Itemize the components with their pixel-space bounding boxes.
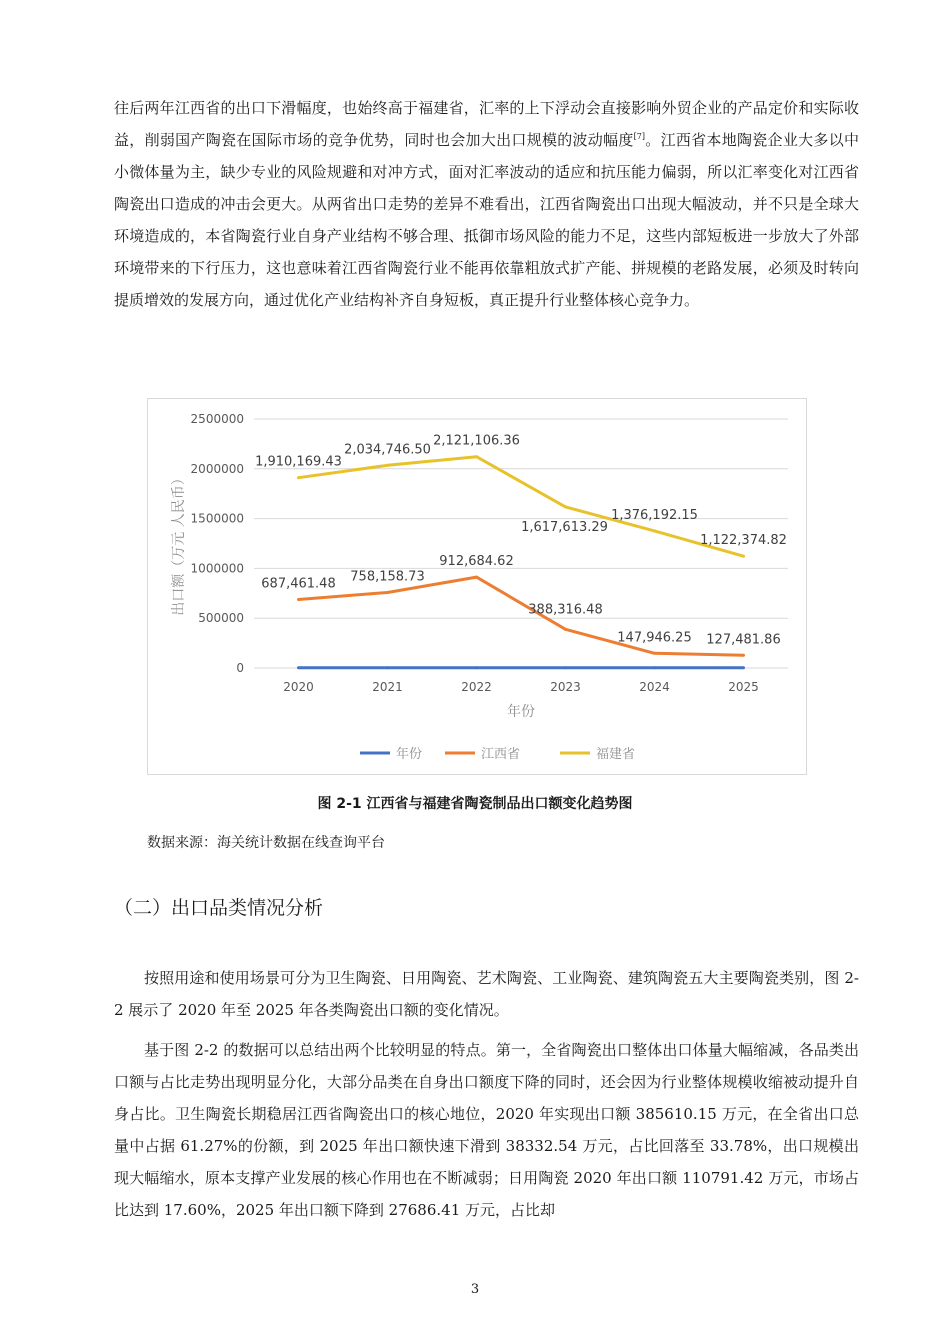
y-tick-label: 2500000 xyxy=(190,412,244,426)
x-axis-title: 年份 xyxy=(507,704,535,720)
data-point xyxy=(386,464,389,467)
x-tick-label: 2024 xyxy=(639,680,670,694)
y-tick-label: 2000000 xyxy=(190,461,244,476)
data-point xyxy=(475,455,478,458)
series-line-2 xyxy=(299,457,744,557)
data-label: 1,910,169.43 xyxy=(255,454,342,470)
data-label: 127,481.86 xyxy=(706,632,781,648)
data-label: 388,316.48 xyxy=(528,602,603,618)
data-label: 758,158.73 xyxy=(350,569,425,585)
export-trend-chart xyxy=(147,398,807,775)
data-source-note: 数据来源：海关统计数据在线查询平台 xyxy=(147,835,385,851)
y-tick-label: 500000 xyxy=(198,611,244,626)
y-axis-title: 出口额（万元 人民币） xyxy=(171,471,187,616)
data-point xyxy=(653,666,656,669)
data-point xyxy=(475,666,478,669)
data-point xyxy=(742,555,745,558)
paragraph-categories: 按照用途和使用场景可分为卫生陶瓷、日用陶瓷、艺术陶瓷、工业陶瓷、建筑陶瓷五大主要陶瓷类别，图 2-2 展示了 2020 年至 2025 年各类陶瓷出口额的变化情况。 xyxy=(114,969,859,1019)
legend-label: 福建省 xyxy=(596,747,636,762)
data-point xyxy=(564,628,567,631)
section-title: （二）出口品类情况分析 xyxy=(114,897,324,919)
data-point xyxy=(653,652,656,655)
figure-caption: 图 2-1 江西省与福建省陶瓷制品出口额变化趋势图 xyxy=(317,796,633,812)
data-label: 912,684.62 xyxy=(439,554,514,570)
data-point xyxy=(653,529,656,532)
data-point xyxy=(386,591,389,594)
y-tick-label: 1500000 xyxy=(190,511,244,526)
y-tick-label: 1000000 xyxy=(190,561,244,576)
page-number: 3 xyxy=(470,1282,480,1297)
data-point xyxy=(297,666,300,669)
x-tick-label: 2022 xyxy=(461,680,492,694)
paragraph-analysis: 基于图 2-2 的数据可以总结出两个比较明显的特点。第一，全省陶瓷出口整体出口体量大幅缩减，各品类出口额与占比走势出现明显分化，大部分品类在自身出口额度下降的同时，还会因为行业整体规模收缩被动提升自身占比。卫生陶瓷长期稳居江西省陶瓷出口的核心地位，2020 年实现出口额 385610.15 万元，在全省出口总量中占据 61.27%的份额，到 2025 年出口额快速下滑到 38332.54 万元，占比回落至 33.78%，出口规模出现大幅缩水，原本支撑产业发展的核心作用也在不断减弱；日用陶瓷 2020 年出口额 110791.42 万元，市场占比达到 17.60%，2025 年出口额下降到 27686.41 万元，占比却 xyxy=(114,1041,859,1219)
paragraph-exchange-rate xyxy=(114,92,859,316)
data-point xyxy=(386,666,389,669)
x-tick-label: 2020 xyxy=(283,680,314,694)
legend-label: 江西省 xyxy=(481,747,521,762)
data-label: 1,122,374.82 xyxy=(700,533,787,549)
paragraph-text-a: 往后两年江西省的出口下滑幅度，也始终高于福建省，汇率的上下浮动会直接影响外贸企业的产品定价和实际收益，削弱国产陶瓷在国际市场的竞争优势，同时也会加大出口规模的波动幅度 xyxy=(114,99,859,149)
data-point xyxy=(297,476,300,479)
citation-ref[interactable]: [7] xyxy=(633,132,645,141)
legend-label: 年份 xyxy=(396,747,423,762)
data-label: 1,617,613.29 xyxy=(521,519,608,535)
data-point xyxy=(742,666,745,669)
x-tick-label: 2023 xyxy=(550,680,581,694)
x-tick-label: 2025 xyxy=(728,680,759,694)
data-label: 2,121,106.36 xyxy=(433,433,520,449)
x-tick-label: 2021 xyxy=(372,680,403,694)
data-point xyxy=(475,576,478,579)
data-point xyxy=(564,505,567,508)
data-point xyxy=(297,598,300,601)
data-label: 147,946.25 xyxy=(617,630,692,646)
y-tick-label: 0 xyxy=(236,661,244,675)
data-point xyxy=(742,654,745,657)
data-label: 2,034,746.50 xyxy=(344,442,431,458)
data-point xyxy=(564,666,567,669)
data-label: 1,376,192.15 xyxy=(611,507,698,523)
paragraph-text-b: 。江西省本地陶瓷企业大多以中小微体量为主，缺少专业的风险规避和对冲方式，面对汇率波动的适应和抗压能力偏弱，所以汇率变化对江西省陶瓷出口造成的冲击会更大。从两省出口走势的差异不难看出，江西省陶瓷出口出现大幅波动，并不只是全球大环境造成的，本省陶瓷行业自身产业结构不够合理、抵御市场风险的能力不足，这些内部短板进一步放大了外部环境带来的下行压力，这也意味着江西省陶瓷行业不能再依靠粗放式扩产能、拼规模的老路发展，必须及时转向提质增效的发展方向，通过优化产业结构补齐自身短板，真正提升行业整体核心竞争力。 xyxy=(114,131,859,309)
chart-canvas xyxy=(148,399,806,774)
data-label: 687,461.48 xyxy=(261,576,336,592)
